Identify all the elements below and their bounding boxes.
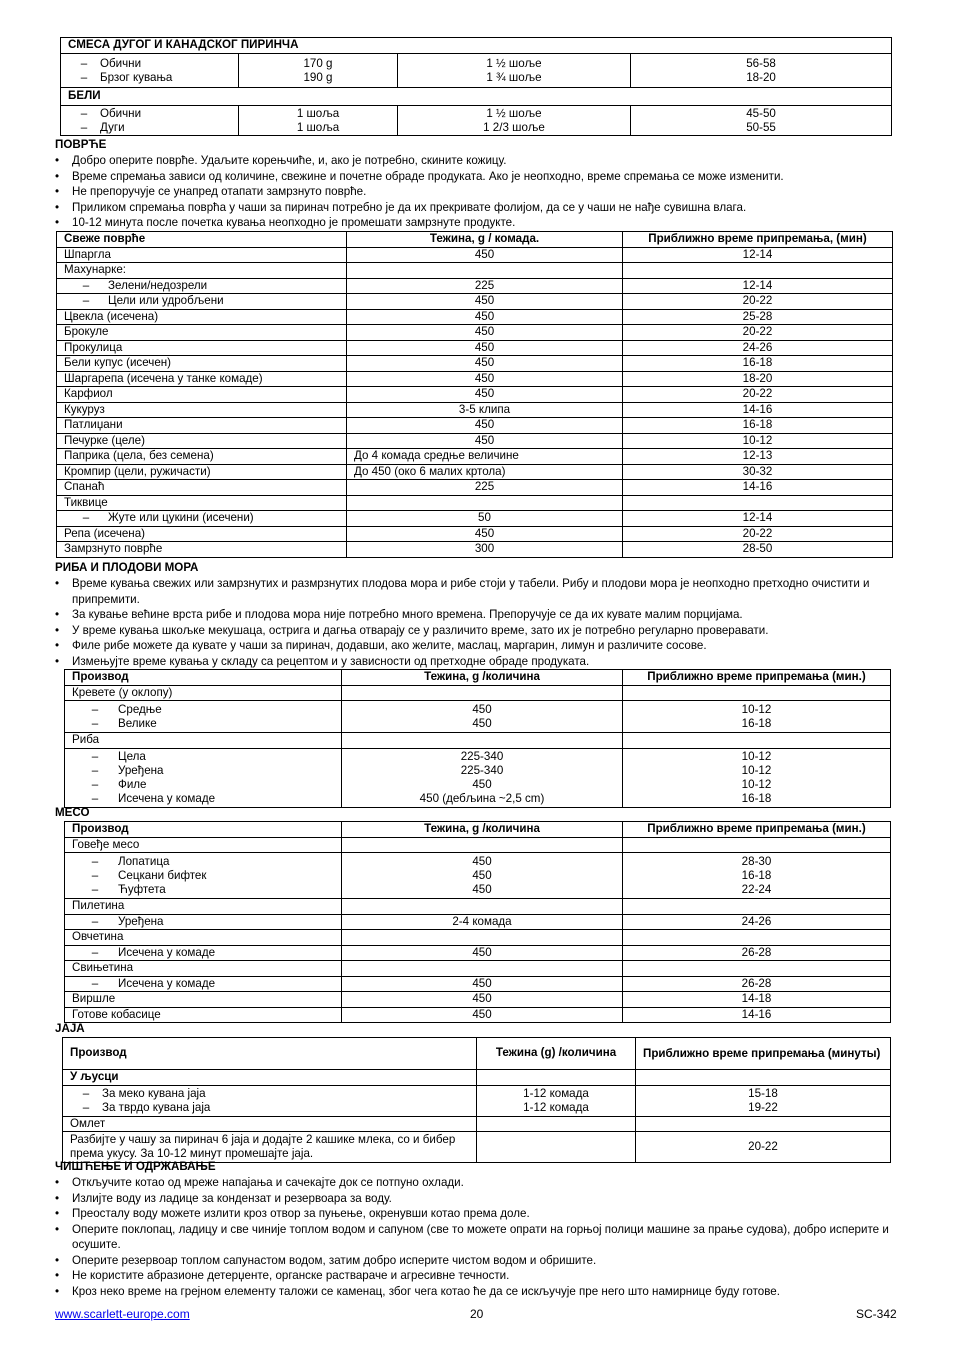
table-header: Производ (65, 670, 342, 686)
page-number: 20 (470, 1307, 484, 1321)
table-row: – Уређена 2-4 комада 24-26 (65, 914, 891, 930)
fish-heading: РИБА И ПЛОДОВИ МОРА (55, 561, 199, 574)
rice-white-water: 1 ½ шоље 1 2/3 шоље (398, 106, 631, 136)
list-item: • Оперите поклопац, ладицу и све чиније топлом водом и сапуном (све то можете опрати на горњој полици машине за прање судова), добро исперите и осушите. (55, 1222, 901, 1253)
table-row: Прокулица 450 24-26 (57, 340, 893, 356)
list-item: • Филе рибе можете да кувате у чаши за пиринач, додавши, ако желите, маслац, маргарин, лимун и различите сосове. (55, 638, 901, 654)
fish-group2-names: – Цела – Уређена – Филе – Исечена у комаде (65, 748, 342, 807)
meat-beef-times: 28-30 16-18 22-24 (623, 853, 891, 899)
rice-table (60, 37, 892, 136)
rice-white-times: 45-50 50-55 (631, 106, 892, 136)
table-row: – Цели или удробљени 450 20-22 (57, 294, 893, 310)
table-header: Тежина, g /количина (342, 822, 623, 838)
table-row: – Жуте или цукини (исечени) 50 12-14 (57, 511, 893, 527)
table-header: Производ (65, 822, 342, 838)
eggs-times: 15-18 19-22 (636, 1085, 891, 1116)
list-item: • Не користите абразионе детерџенте, органске раствараче и агресивне течности. (55, 1268, 901, 1284)
model-number: SC-342 (856, 1307, 897, 1321)
list-item: • Преосталу воду можете излити кроз отвор за пуњење, окренувши котао према доле. (55, 1206, 901, 1222)
vegetables-heading: ПОВРЋЕ (55, 138, 107, 151)
fish-group2-times: 10-12 10-12 10-12 16-18 (623, 748, 891, 807)
table-row: Бели купус (исечен) 450 16-18 (57, 356, 893, 372)
table-header: Тежина, g /количина (342, 670, 623, 686)
rice-mixed-amounts: 170 g 190 g (239, 54, 398, 88)
fish-group1-names: – Средње – Велике (65, 701, 342, 733)
table-row: Брокуле 450 20-22 (57, 325, 893, 341)
meat-table (64, 821, 891, 1023)
table-row: Спанаћ 225 14-16 (57, 480, 893, 496)
table-row: Шаргарепа (исечена у танке комаде) 450 18-20 (57, 371, 893, 387)
table-row: Шпаргла 450 12-14 (57, 247, 893, 263)
table-row: Цвекла (исечена) 450 25-28 (57, 309, 893, 325)
rice-mixed-water: 1 ½ шоље 1 ¾ шоље (398, 54, 631, 88)
list-item: • Време кувања свежих или замрзнутих и размрзнутих плодова мора и рибе стоји у табели. Рибу и плодови мора је неопходно претходно очистити и припремити. (55, 576, 901, 607)
list-item: • Излијте воду из ладице за кондензат и резервоара за воду. (55, 1191, 901, 1207)
list-item: • 10-12 минута после почетка кувања неопходно је промешати замрзнуте продукте. (55, 215, 901, 231)
table-row: Готове кобасице 450 14-16 (65, 1007, 891, 1023)
table-row: Разбијте у чашу за пиринач 6 јаја и додајте 2 кашике млека, со и бибер према укусу. За 10-12 минут промешајте јаја. 20-22 (63, 1132, 891, 1163)
list-item: • У време кувања шкољке мекушаца, остригa и дагња отварају се у различито време, зато их је потребно регуларно проверавати. (55, 623, 901, 639)
meat-group-label: Овчетина (65, 930, 342, 946)
website-link[interactable]: www.scarlett-europe.com (55, 1307, 190, 1321)
list-item: • Време спремања зависи од количине, свежине и почетне обраде продуката. Ако је неопходно, време спремања се може изменити. (55, 169, 901, 185)
meat-group-label: Говеђе месо (65, 837, 342, 853)
table-header: Приближно време припремања (минуты) (636, 1038, 891, 1070)
table-row: – Зелени/недозрели 225 12-14 (57, 278, 893, 294)
table-header: Тежина, g / комада. (347, 232, 623, 248)
table-row: Карфиол 450 20-22 (57, 387, 893, 403)
fish-group1-weights: 450 450 (342, 701, 623, 733)
fish-group-label: Кревете (у оклопу) (65, 685, 342, 701)
fish-group1-times: 10-12 16-18 (623, 701, 891, 733)
table-row: – Исечена у комаде 450 26-28 (65, 945, 891, 961)
rice-mixed-names: – Обични – Брзог кувања (61, 54, 239, 88)
eggs-table (62, 1037, 891, 1163)
eggs-names: – За меко кувана јаја – За тврдо кувана јаја (63, 1085, 477, 1116)
rice-mixed-title: СМЕСА ДУГОГ И КАНАДСКОГ ПИРИНЧА (61, 38, 892, 54)
table-row: Махунарке: (57, 263, 893, 279)
rice-mixed-times: 56-58 18-20 (631, 54, 892, 88)
meat-heading: МЕСО (55, 806, 90, 819)
meat-beef-names: – Лопатица – Сецкани бифтек – Ћуфтета (65, 853, 342, 899)
table-row: Паприка (цела, без семена) До 4 комада средње величине 12-13 (57, 449, 893, 465)
table-row: – Исечена у комаде 450 26-28 (65, 976, 891, 992)
meat-group-label: Пилетина (65, 899, 342, 915)
table-header: Приближно време припремања (мин.) (623, 822, 891, 838)
list-item: • Измењујте време кувања у складу са рецептом и у зависности од претходне обраде продуката. (55, 654, 901, 670)
table-header: Приближно време припремања, (мин) (623, 232, 893, 248)
eggs-heading: JAJA (55, 1022, 85, 1035)
list-item: • Добро оперите поврће. Удаљите корењчиће, и, ако је потребно, скините кожицу. (55, 153, 901, 169)
vegetables-table (56, 231, 893, 558)
table-row: Кромпир (цели, ружичасти) До 450 (око 6 малих кртола) 30-32 (57, 464, 893, 480)
table-header: Приближно време припремања (мин.) (623, 670, 891, 686)
list-item: • Приликом спремања поврћа у чаши за пиринач потребно је да их прекривате фолијом, да се у чаши не нађе сувишна влага. (55, 200, 901, 216)
meat-beef-weights: 450 450 450 (342, 853, 623, 899)
fish-table (64, 669, 891, 808)
cleaning-heading: ЧИШЋЕЊЕ И ОДРЖАВАЊЕ (55, 1160, 216, 1173)
cleaning-bullets (55, 1175, 901, 1299)
table-header: Производ (63, 1038, 477, 1070)
list-item: • Оперите резервоар топлом сапунастом водом, затим добро исперите чистом водом и обришите. (55, 1253, 901, 1269)
table-row: Печурке (целе) 450 10-12 (57, 433, 893, 449)
rice-white-title: БЕЛИ (61, 88, 892, 106)
fish-group2-weights: 225-340 225-340 450 450 (дебљина ~2,5 cm) (342, 748, 623, 807)
table-row: Замрзнуто поврће 300 28-50 (57, 542, 893, 558)
table-row: Репа (исечена) 450 20-22 (57, 526, 893, 542)
list-item: • Кроз неко време на грејном елементу таложи се каменац, због чега котао ће да се искључује пре него што намирнице буду готове. (55, 1284, 901, 1300)
fish-bullets (55, 576, 901, 669)
list-item: • Откључите котао од мреже напајања и сачекајте док се потпуно охлади. (55, 1175, 901, 1191)
list-item: • Не препоручује се унапред отапати замрзнуто поврће. (55, 184, 901, 200)
vegetables-bullets (55, 153, 901, 231)
meat-group-label: Свињетина (65, 961, 342, 977)
list-item: • За кување већине врста рибе и плодова мора није потребно много времена. Препоручује се да их кувате малим порцијама. (55, 607, 901, 623)
eggs-weights: 1-12 комада 1-12 комада (477, 1085, 636, 1116)
table-row: Виршле 450 14-18 (65, 992, 891, 1008)
rice-white-amounts: 1 шоља 1 шоља (239, 106, 398, 136)
table-row: Патлиџани 450 16-18 (57, 418, 893, 434)
table-header: Тежина (g) /количина (477, 1038, 636, 1070)
table-row: Тиквице (57, 495, 893, 511)
rice-white-names: – Обични – Дуги (61, 106, 239, 136)
fish-group-label: Риба (65, 733, 342, 749)
eggs-group-label: Омлет (63, 1116, 477, 1132)
table-header: Свеже поврће (57, 232, 347, 248)
eggs-group-label: У љусци (63, 1070, 477, 1086)
table-row: Кукуруз 3-5 клипа 14-16 (57, 402, 893, 418)
